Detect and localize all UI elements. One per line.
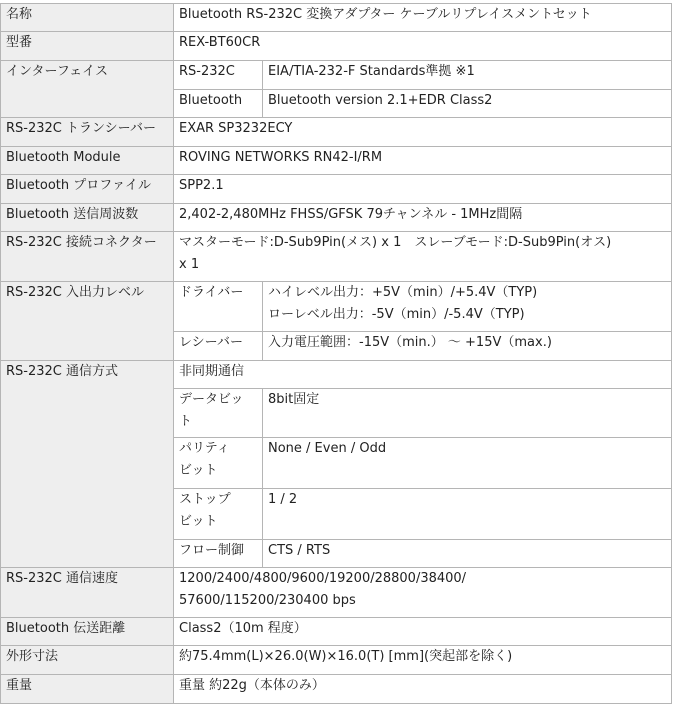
spec-value: EIA/TIA-232-F Standards準拠 ※1 (263, 61, 672, 90)
spec-row-connector (1, 232, 672, 282)
spec-label: RS-232C 入出力レベル (1, 282, 174, 361)
spec-label: 重量 (1, 675, 174, 704)
sub-label (174, 438, 263, 489)
sub-label: ドライバー (174, 282, 263, 332)
sub-label: Bluetooth (174, 90, 263, 118)
spec-label: 外形寸法 (1, 646, 174, 675)
spec-label: RS-232C 接続コネクター (1, 232, 174, 282)
label-line: ストップ (179, 492, 231, 507)
spec-label: Bluetooth プロファイル (1, 175, 174, 204)
value-line: ハイレベル出力：+5V（min）/+5.4V（TYP) (268, 285, 538, 300)
spec-row-name (1, 4, 672, 32)
spec-table (0, 3, 672, 704)
spec-value: CTS / RTS (263, 540, 672, 568)
spec-row-bt-frequency (1, 204, 672, 232)
sub-label: レシーバー (174, 332, 263, 361)
spec-value: 2,402-2,480MHz FHSS/GFSK 79チャンネル - 1MHz間隔 (174, 204, 672, 232)
spec-value: Bluetooth version 2.1+EDR Class2 (263, 90, 672, 118)
spec-label: RS-232C 通信方式 (1, 361, 174, 568)
sub-label: RS-232C (174, 61, 263, 90)
spec-row-bt-range (1, 618, 672, 646)
spec-value: 8bit固定 (263, 389, 672, 438)
spec-row-io-level-driver (1, 282, 672, 332)
spec-label: Bluetooth 伝送距離 (1, 618, 174, 646)
spec-value (263, 282, 672, 332)
label-line: データビッ (179, 392, 244, 407)
spec-label: RS-232C 通信速度 (1, 568, 174, 618)
value-line: 57600/115200/230400 bps (179, 593, 356, 608)
label-line: ビット (179, 463, 218, 478)
spec-row-comm-method (1, 361, 672, 389)
spec-label: Bluetooth Module (1, 147, 174, 175)
spec-value: Class2（10m 程度） (174, 618, 672, 646)
value-line: 1200/2400/4800/9600/19200/28800/38400/ (179, 571, 467, 586)
spec-value: 重量 約22g（本体のみ） (174, 675, 672, 704)
spec-label: Bluetooth 送信周波数 (1, 204, 174, 232)
spec-row-weight (1, 675, 672, 704)
spec-row-interface-rs232c (1, 61, 672, 90)
value-line: x 1 (179, 257, 200, 272)
spec-value: 入力電圧範囲：-15V（min.） ～ +15V（max.) (263, 332, 672, 361)
label-line: ビット (179, 514, 218, 529)
spec-value: 約75.4mm(L)×26.0(W)×16.0(T) [mm](突起部を除く) (174, 646, 672, 675)
spec-row-speed (1, 568, 672, 618)
value-line: ローレベル出力：-5V（min）/-5.4V（TYP) (268, 307, 525, 322)
spec-row-dimensions (1, 646, 672, 675)
value-line: マスターモード:D-Sub9Pin(メス) x 1 スレーブモード:D-Sub9Pin(オス) (179, 235, 612, 250)
spec-value (174, 568, 672, 618)
label-line: パリティ (179, 441, 230, 456)
spec-value: REX-BT60CR (174, 32, 672, 61)
sub-label (174, 489, 263, 540)
spec-row-bt-module (1, 147, 672, 175)
spec-value: ROVING NETWORKS RN42-I/RM (174, 147, 672, 175)
spec-value: EXAR SP3232ECY (174, 118, 672, 147)
spec-row-model (1, 32, 672, 61)
spec-value: 1 / 2 (263, 489, 672, 540)
spec-label: 名称 (1, 4, 174, 32)
spec-value: SPP2.1 (174, 175, 672, 204)
spec-row-transceiver (1, 118, 672, 147)
spec-value: None / Even / Odd (263, 438, 672, 489)
spec-label: 型番 (1, 32, 174, 61)
sub-label (174, 389, 263, 438)
label-line: ト (179, 414, 193, 429)
spec-value: Bluetooth RS-232C 変換アダプター ケーブルリプレイスメントセット (174, 4, 672, 32)
spec-label: RS-232C トランシーバー (1, 118, 174, 147)
spec-row-bt-profile (1, 175, 672, 204)
spec-value: 非同期通信 (174, 361, 672, 389)
sub-label: フロー制御 (174, 540, 263, 568)
spec-value (174, 232, 672, 282)
spec-label: インターフェイス (1, 61, 174, 118)
